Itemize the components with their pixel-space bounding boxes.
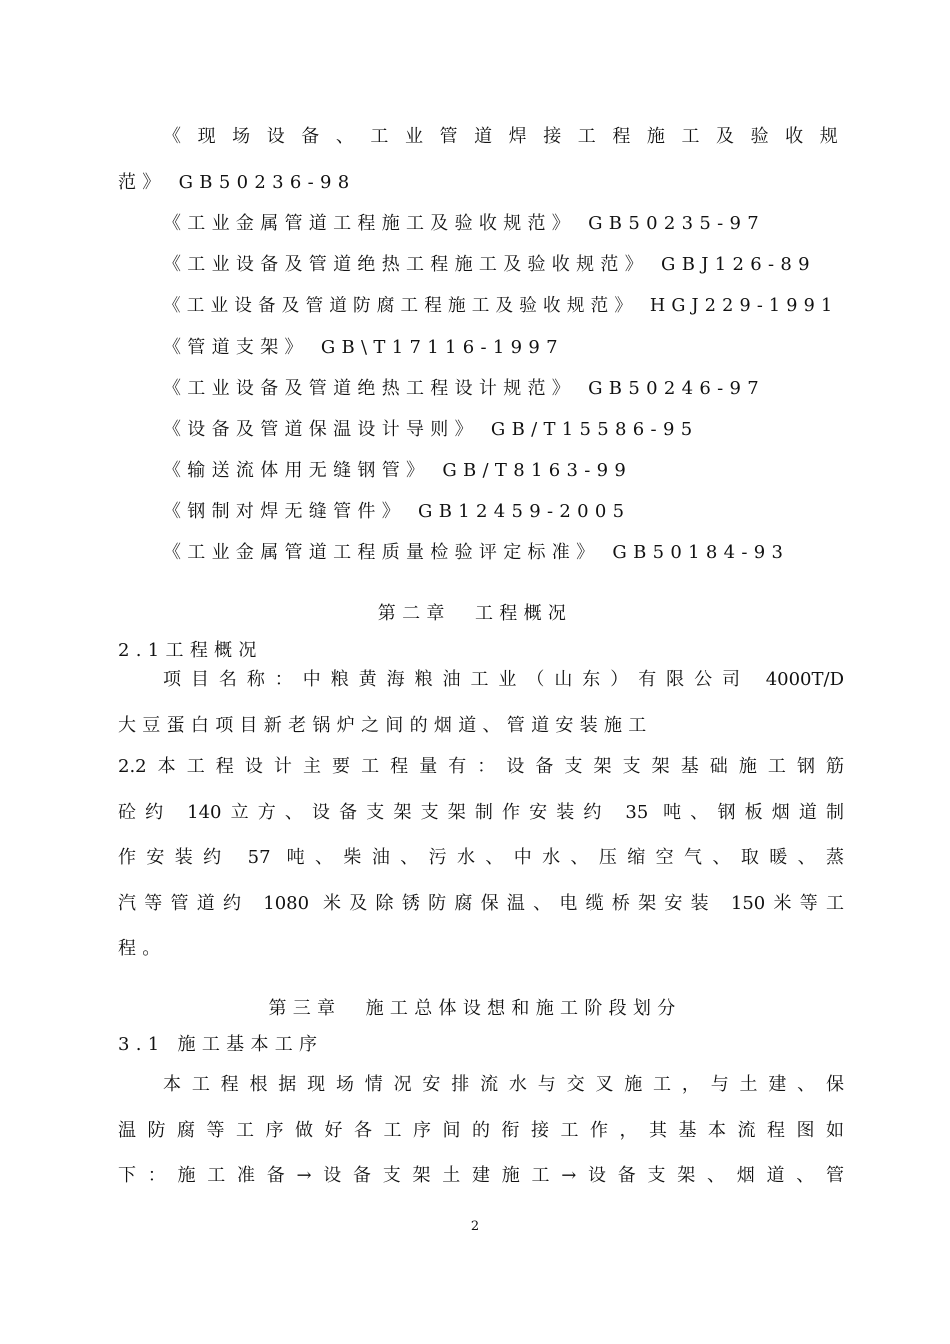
standard-item-5: 《管道支架》 GB\T17116-1997	[163, 337, 564, 358]
standard-item-1-cont: 范》 GB50236-98	[118, 172, 356, 193]
section-2-1-heading: 2.1工程概况	[118, 640, 263, 661]
section-3-1-line-1: 本工程根据现场情况安排流水与交叉施工，与土建、保	[163, 1074, 844, 1095]
page-number: 2	[470, 1219, 480, 1234]
section-2-2-line-1: 2.2本工程设计主要工程量有：设备支架支架基础施工钢筋	[118, 756, 844, 777]
standard-item-7: 《设备及管道保温设计导则》 GB/T15586-95	[163, 419, 699, 440]
standard-item-8: 《输送流体用无缝钢管》 GB/T8163-99	[163, 460, 633, 481]
standard-item-2: 《工业金属管道工程施工及验收规范》 GB50235-97	[163, 213, 765, 234]
section-2-1-line-2: 大豆蛋白项目新老锅炉之间的烟道、管道安装施工	[118, 715, 653, 736]
section-2-2-line-5: 程。	[118, 938, 167, 959]
chapter-2-title: 第二章 工程概况	[377, 603, 573, 624]
section-2-1-line-1: 项目名称：中粮黄海粮油工业（山东）有限公司 4000T/D	[163, 669, 844, 690]
section-2-2-line-3: 作安装约 57 吨、柴油、污水、中水、压缩空气、取暖、蒸	[118, 847, 844, 868]
section-3-1-line-2: 温防腐等工序做好各工序间的衔接工作，其基本流程图如	[118, 1120, 844, 1141]
standard-item-4: 《工业设备及管道防腐工程施工及验收规范》 HGJ229-1991	[163, 296, 839, 316]
section-3-1-heading: 3.1 施工基本工序	[118, 1034, 324, 1055]
section-2-2-line-2: 砼约 140立方、设备支架支架制作安装约 35 吨、钢板烟道制	[118, 802, 844, 823]
standard-item-3: 《工业设备及管道绝热工程施工及验收规范》 GBJ126-89	[163, 254, 816, 275]
section-3-1-line-3: 下：施工准备→设备支架土建施工→设备支架、烟道、管	[118, 1165, 844, 1186]
standard-item-1: 《现场设备、工业管道焊接工程施工及验收规	[163, 126, 844, 147]
standard-item-6: 《工业设备及管道绝热工程设计规范》 GB50246-97	[163, 378, 765, 399]
standard-item-10: 《工业金属管道工程质量检验评定标准》 GB50184-93	[163, 542, 790, 563]
standard-item-9: 《钢制对焊无缝管件》 GB12459-2005	[163, 501, 631, 522]
section-2-2-line-4: 汽等管道约 1080 米及除锈防腐保温、电缆桥架安装 150米等工	[118, 893, 844, 914]
chapter-3-title: 第三章 施工总体设想和施工阶段划分	[268, 998, 682, 1019]
